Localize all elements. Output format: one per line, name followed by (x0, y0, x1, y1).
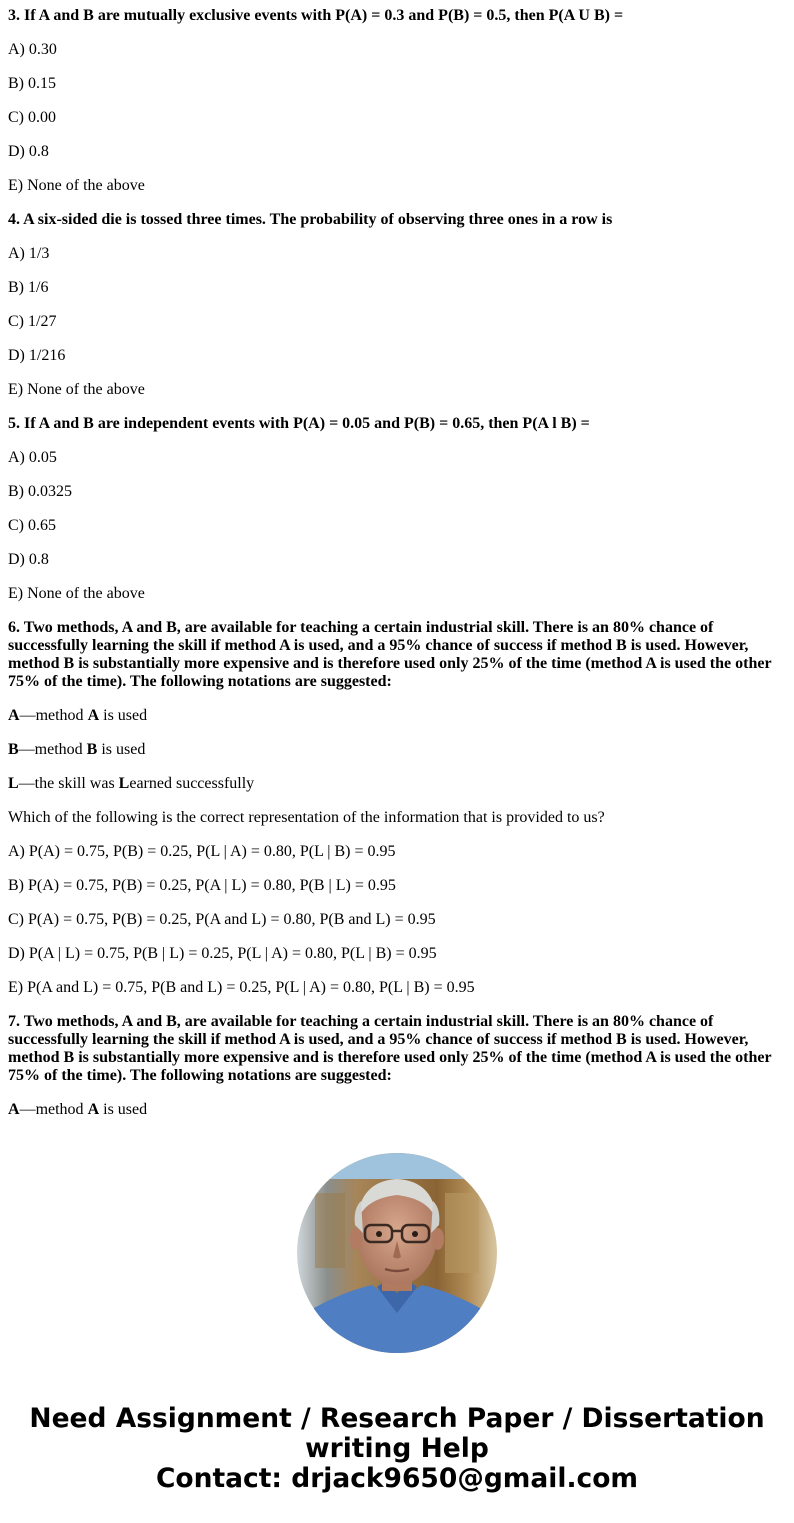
q4-option-d: D) 1/216 (8, 347, 66, 364)
def-rest: is used (99, 1101, 148, 1118)
q5-option-c: C) 0.65 (8, 517, 56, 534)
def-key: B (8, 741, 19, 758)
q6-option-e: E) P(A and L) = 0.75, P(B and L) = 0.25, P(L | A) = 0.80, P(L | B) = 0.95 (8, 979, 475, 996)
question-4-stem: 4. A six-sided die is tossed three times. The probability of observing three ones in a row is (8, 211, 613, 228)
q4-option-a: A) 1/3 (8, 245, 50, 262)
q6-definition-l (8, 775, 254, 793)
q6-option-a: A) P(A) = 0.75, P(B) = 0.25, P(L | A) = 0.80, P(L | B) = 0.95 (8, 843, 396, 860)
contact-footer (0, 1404, 794, 1494)
question-3-stem: 3. If A and B are mutually exclusive events with P(A) = 0.3 and P(B) = 0.5, then P(A U B) = (8, 7, 624, 24)
footer-line-2: writing Help (305, 1433, 489, 1464)
q6-option-b: B) P(A) = 0.75, P(B) = 0.25, P(A | L) = 0.80, P(B | L) = 0.95 (8, 877, 396, 894)
q4-option-c: C) 1/27 (8, 313, 57, 330)
def-mid: —method (19, 1101, 88, 1118)
def-key: L (8, 775, 19, 792)
q6-option-d: D) P(A | L) = 0.75, P(B | L) = 0.25, P(L | A) = 0.80, P(L | B) = 0.95 (8, 945, 437, 962)
q7-definition-a (8, 1101, 147, 1119)
def-key-emphasis: A (87, 707, 100, 724)
def-key: A (8, 1101, 20, 1118)
def-mid: —method (18, 741, 87, 758)
q3-option-b: B) 0.15 (8, 75, 56, 92)
q5-option-a: A) 0.05 (8, 449, 57, 466)
def-rest: is used (99, 707, 148, 724)
def-key: A (8, 707, 20, 724)
def-key-emphasis: B (86, 741, 98, 758)
def-mid: —the skill was (18, 775, 119, 792)
q4-option-e: E) None of the above (8, 381, 145, 398)
q5-option-e: E) None of the above (8, 585, 145, 602)
footer-contact-email: Contact: drjack9650@gmail.com (155, 1463, 639, 1494)
q3-option-a: A) 0.30 (8, 41, 57, 58)
question-7-stem: 7. Two methods, A and B, are available for teaching a certain industrial skill. There is an 80% chance of successfully learning the skill if method A is used, and a 95% chance of success if method B is used. However, method B is substantially more expensive and is therefore used only 25% of the time (method A is used the other 75% of the time). The following notations are suggested: (8, 1013, 772, 1084)
question-5-stem: 5. If A and B are independent events with P(A) = 0.05 and P(B) = 0.65, then P(A l B) = (8, 415, 590, 432)
q6-definition-a (8, 707, 147, 725)
q3-option-d: D) 0.8 (8, 143, 49, 160)
q4-option-b: B) 1/6 (8, 279, 49, 296)
question-6-stem: 6. Two methods, A and B, are available for teaching a certain industrial skill. There is an 80% chance of successfully learning the skill if method A is used, and a 95% chance of success if method B is used. However, method B is substantially more expensive and is therefore used only 25% of the time (method A is used the other 75% of the time). The following notations are suggested: (8, 619, 772, 690)
q5-option-b: B) 0.0325 (8, 483, 72, 500)
footer-line-1: Need Assignment / Research Paper / Dissertation (29, 1403, 765, 1434)
def-rest: earned successfully (129, 775, 255, 792)
tutor-avatar (297, 1153, 497, 1353)
q6-prompt: Which of the following is the correct representation of the information that is provided to us? (8, 809, 605, 826)
tutor-portrait (297, 1153, 497, 1353)
def-key-emphasis: L (118, 775, 130, 792)
q6-option-c: C) P(A) = 0.75, P(B) = 0.25, P(A and L) = 0.80, P(B and L) = 0.95 (8, 911, 436, 928)
def-rest: is used (97, 741, 146, 758)
q6-definition-b (8, 741, 145, 759)
q5-option-d: D) 0.8 (8, 551, 49, 568)
def-mid: —method (19, 707, 88, 724)
def-key-emphasis: A (87, 1101, 100, 1118)
q3-option-e: E) None of the above (8, 177, 145, 194)
q3-option-c: C) 0.00 (8, 109, 56, 126)
